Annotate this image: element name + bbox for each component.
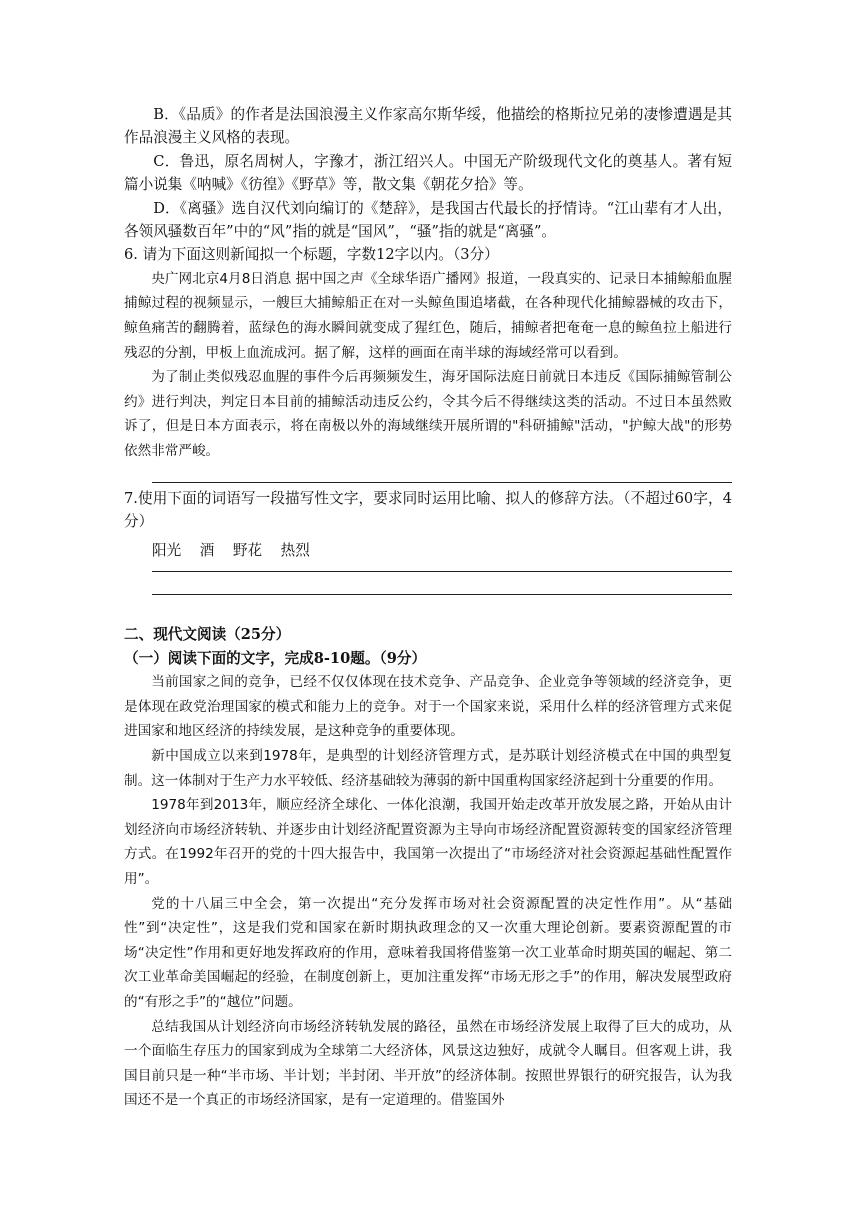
page-content — [124, 103, 732, 1113]
question-7-prompt: 7.使用下面的词语写一段描写性文字，要求同时运用比喻、拟人的修辞方法。（不超过60字，4分） — [124, 489, 732, 530]
reading-paragraph-5: 总结我国从计划经济向市场经济转轨发展的路径，虽然在市场经济发展上取得了巨大的成功，从一个面临生存压力的国家到成为全球第二大经济体，风景这边独好，成就令人瞩目。但客观上讲，我国目前只是一种“半市场、半计划；半封闭、半开放”的经济体制。按照世界银行的研究报告，认为我国还不是一个真正的市场经济国家，是有一定道理的。借鉴国外 — [124, 1018, 732, 1109]
option-c: C．鲁迅，原名周树人，字豫才，浙江绍兴人。中国无产阶级现代文化的奠基人。著有短篇小说集《呐喊》《彷徨》《野草》等，散文集《朝花夕拾》等。 — [124, 152, 732, 194]
option-d: D．《离骚》选自汉代刘向编订的《楚辞》，是我国古代最长的抒情诗。“江山辈有才人出，各领风骚数百年”中的“风”指的就是“国风”，“骚”指的就是“离骚”。 — [124, 199, 732, 241]
option-b: B．《品质》的作者是法国浪漫主义作家高尔斯华绥，他描绘的格斯拉兄弟的凄惨遭遇是其作品浪漫主义风格的表现。 — [124, 106, 732, 147]
question-7-words: 阳光 酒 野花 热烈 — [152, 542, 310, 560]
news-paragraph-1: 央广网北京4月8日消息 据中国之声《全球华语广播网》报道，一段真实的、记录日本捕鲸船血腥捕鲸过程的视频显示，一艘巨大捕鲸船正在对一头鲸鱼围追堵截，在各种现代化捕鲸器械的攻击下，鲸鱼痛苦的翻腾着，蓝绿色的海水瞬间就变成了猩红色，随后，捕鲸者把奄奄一息的鲸鱼拉上船进行残忍的分割，甲板上血流成河。据了解，这样的画面在南半球的海域经常可以看到。 — [124, 270, 732, 361]
question-6-prompt: 6. 请为下面这则新闻拟一个标题，字数12字以内。（3分） — [124, 246, 499, 264]
reading-paragraph-2: 新中国成立以来到1978年，是典型的计划经济管理方式，是苏联计划经济模式在中国的典型复制。这一体制对于生产力水平较低、经济基础较为薄弱的新中国重构国家经济起到十分重要的作用。 — [124, 748, 732, 789]
reading-paragraph-4: 党的十八届三中全会，第一次提出“充分发挥市场对社会资源配置的决定性作用”。从“基础性”到“决定性”，这是我们党和国家在新时期执政理念的又一次重大理论创新。要素资源配置的市场“决定性”作用和更好地发挥政府的作用，意味着我国将借鉴第一次工业革命时期英国的崛起、第二次工业革命美国崛起的经验，在制度创新上，更加注重发挥“市场无形之手”的作用，解决发展型政府的“有形之手”的“越位”问题。 — [124, 895, 732, 1010]
section-2-heading: 二、现代文阅读（25分） — [124, 626, 291, 644]
news-paragraph-2: 为了制止类似残忍血腥的事件今后再频频发生，海牙国际法庭日前就日本违反《国际捕鲸管制公约》进行判决，判定日本目前的捕鲸活动违反公约，令其今后不得继续这类的活动。不过日本虽然败诉了，但是日本方面表示，将在南极以外的海域继续开展所谓的"科研捕鲸"活动，"护鲸大战"的形势依然非常严峻。 — [124, 369, 732, 459]
reading-paragraph-1: 当前国家之间的竞争，已经不仅仅体现在技术竞争、产品竞争、企业竞争等领域的经济竞争，更是体现在政党治理国家的模式和能力上的竞争。对于一个国家来说，采用什么样的经济管理方式来促进国家和地区经济的持续发展，是这种竞争的重要体现。 — [124, 674, 732, 740]
answer-line-q7-1 — [152, 571, 732, 572]
section-2-subheading: （一）阅读下面的文字，完成8-10题。（9分） — [124, 649, 427, 667]
reading-paragraph-3: 1978年到2013年，顺应经济全球化、一体化浪潮，我国开始走改革开放发展之路，开始从由计划经济向市场经济转轨、并逐步由计划经济配置资源为主导向市场经济配置资源转变的国家经济管理方式。在1992年召开的党的十四大报告中，我国第一次提出了“市场经济对社会资源起基础性配置作用”。 — [124, 797, 732, 887]
answer-line-q6 — [152, 482, 732, 483]
